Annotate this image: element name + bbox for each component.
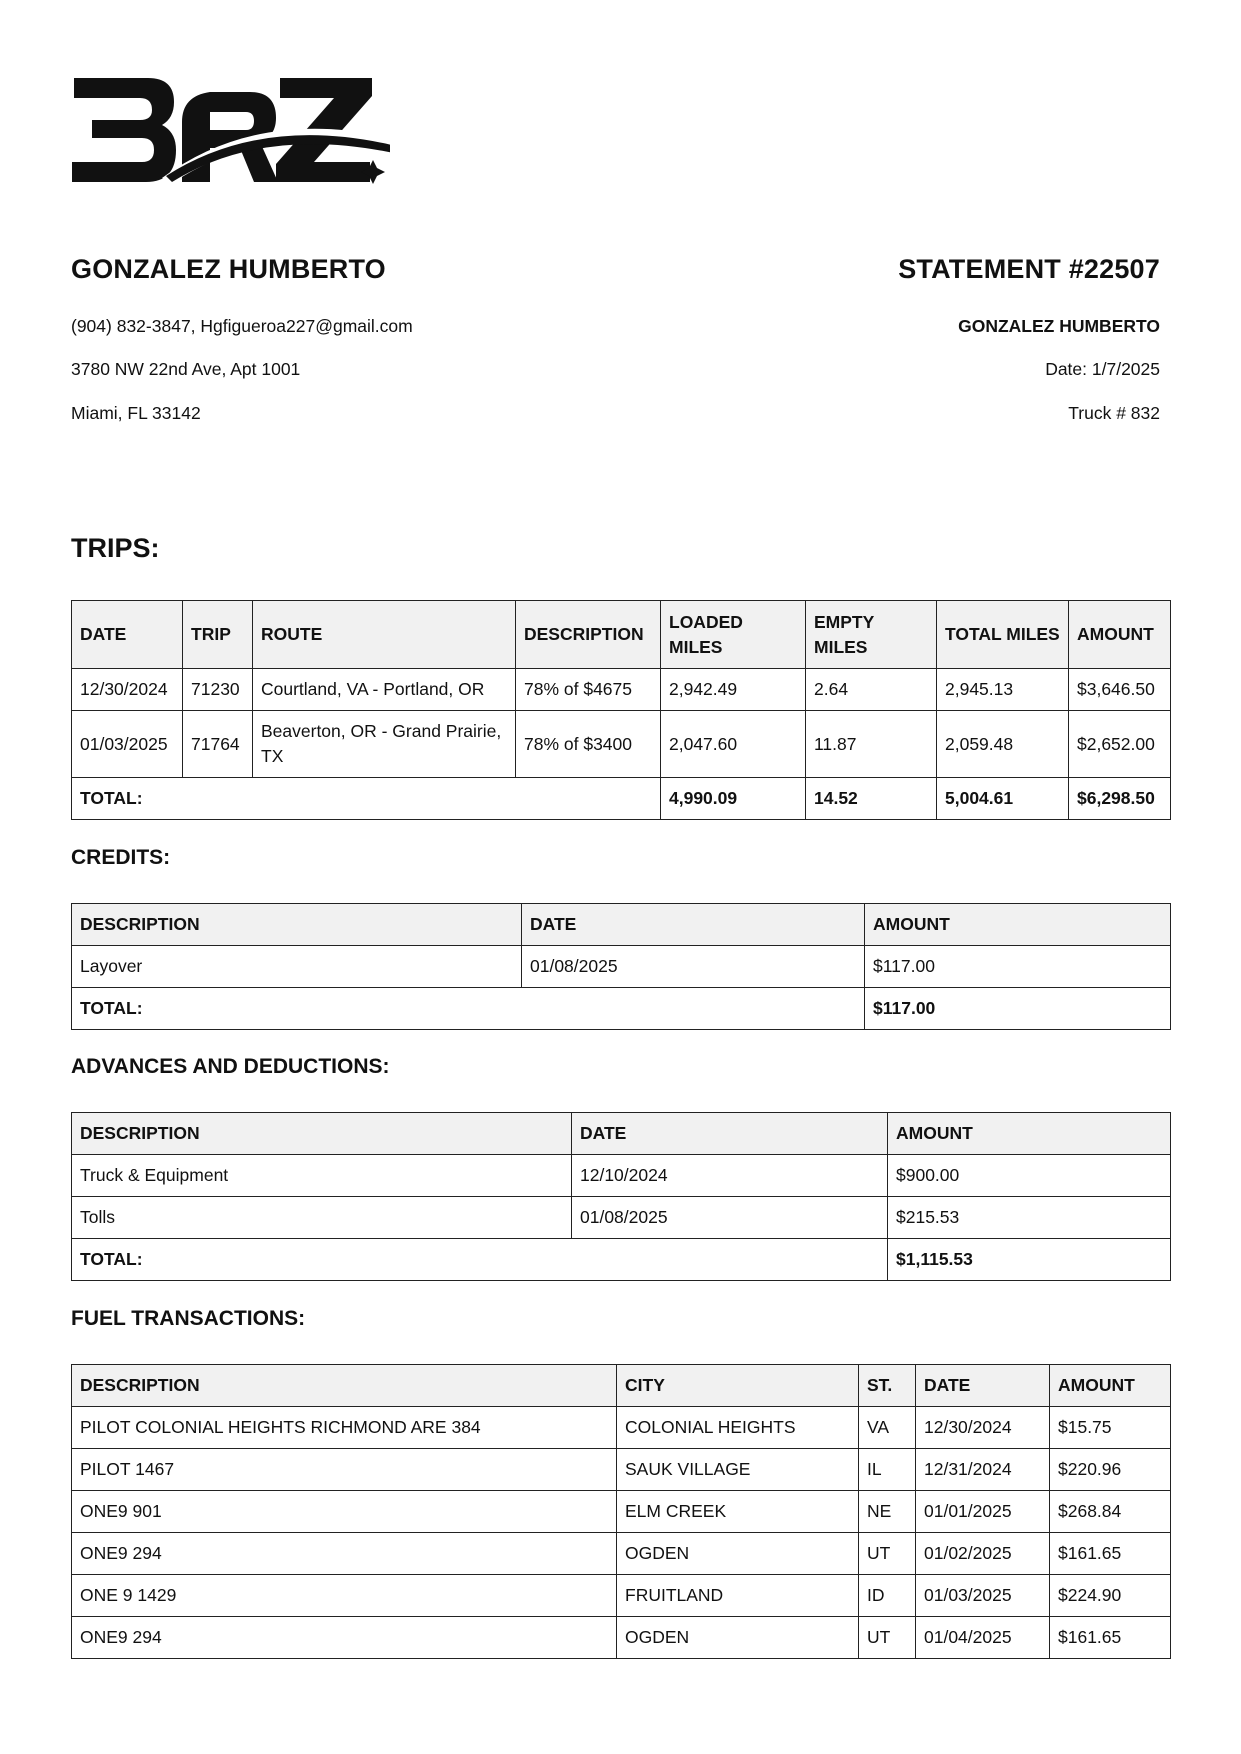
col-header: AMOUNT [1050,1365,1171,1407]
cell-description: Layover [72,946,522,988]
cell-amount: $224.90 [1050,1575,1171,1617]
col-header: DATE [72,601,183,669]
cell-description: ONE9 294 [72,1617,617,1659]
driver-address-line2: Miami, FL 33142 [71,403,201,423]
col-header: DESCRIPTION [72,904,522,946]
total-loaded-miles: 4,990.09 [661,778,806,820]
total-label: TOTAL: [72,1239,888,1281]
total-amount: $6,298.50 [1069,778,1171,820]
col-header: DATE [916,1365,1050,1407]
col-header: AMOUNT [865,904,1171,946]
cell-trip: 71764 [183,711,253,778]
cell-loaded-miles: 2,047.60 [661,711,806,778]
cell-empty-miles: 2.64 [806,669,937,711]
cell-state: ID [859,1575,916,1617]
cell-state: UT [859,1533,916,1575]
statement-date: Date: 1/7/2025 [1045,359,1160,379]
cell-amount: $161.65 [1050,1533,1171,1575]
cell-date: 12/30/2024 [72,669,183,711]
deductions-title: ADVANCES AND DEDUCTIONS: [71,1055,390,1078]
cell-empty-miles: 11.87 [806,711,937,778]
table-row [72,1155,1171,1197]
col-header: CITY [617,1365,859,1407]
cell-description: Tolls [72,1197,572,1239]
col-header: AMOUNT [888,1113,1171,1155]
cell-description: ONE9 294 [72,1533,617,1575]
driver-address-line1: 3780 NW 22nd Ave, Apt 1001 [71,359,301,379]
col-header: LOADED MILES [661,601,806,669]
table-row [72,1407,1171,1449]
table-row [72,1197,1171,1239]
table-row [72,1449,1171,1491]
deductions-table [71,1112,1171,1281]
table-header-row [72,1113,1171,1155]
table-row [72,711,1171,778]
cell-total-miles: 2,945.13 [937,669,1069,711]
statement-info [600,252,1160,423]
table-row [72,1491,1171,1533]
total-amount: $1,115.53 [888,1239,1171,1281]
cell-date: 01/08/2025 [522,946,865,988]
cell-total-miles: 2,059.48 [937,711,1069,778]
col-header: DATE [522,904,865,946]
col-header: DESCRIPTION [516,601,661,669]
fuel-title: FUEL TRANSACTIONS: [71,1307,306,1330]
company-logo [70,78,390,196]
cell-state: VA [859,1407,916,1449]
total-empty-miles: 14.52 [806,778,937,820]
cell-amount: $15.75 [1050,1407,1171,1449]
col-header: DESCRIPTION [72,1113,572,1155]
table-row [72,669,1171,711]
table-row [72,1533,1171,1575]
cell-city: SAUK VILLAGE [617,1449,859,1491]
total-label: TOTAL: [72,778,661,820]
total-label: TOTAL: [72,988,865,1030]
col-header: EMPTY MILES [806,601,937,669]
cell-description: ONE9 901 [72,1491,617,1533]
col-header: ROUTE [253,601,516,669]
table-header-row [72,904,1171,946]
cell-amount: $117.00 [865,946,1171,988]
fuel-table [71,1364,1171,1659]
cell-date: 01/03/2025 [72,711,183,778]
cell-route: Courtland, VA - Portland, OR [253,669,516,711]
cell-date: 01/03/2025 [916,1575,1050,1617]
cell-description: 78% of $4675 [516,669,661,711]
table-total-row [72,1239,1171,1281]
table-row [72,946,1171,988]
table-row [72,1575,1171,1617]
cell-description: ONE 9 1429 [72,1575,617,1617]
cell-city: FRUITLAND [617,1575,859,1617]
cell-date: 01/02/2025 [916,1533,1050,1575]
credits-title: CREDITS: [71,846,171,869]
statement-truck: Truck # 832 [1068,403,1160,423]
col-header: DATE [572,1113,888,1155]
total-total-miles: 5,004.61 [937,778,1069,820]
cell-route: Beaverton, OR - Grand Prairie, TX [253,711,516,778]
cell-description: PILOT COLONIAL HEIGHTS RICHMOND ARE 384 [72,1407,617,1449]
driver-contact: (904) 832-3847, Hgfigueroa227@gmail.com [71,316,413,336]
cell-amount: $3,646.50 [1069,669,1171,711]
table-total-row [72,778,1171,820]
cell-description: 78% of $3400 [516,711,661,778]
cell-loaded-miles: 2,942.49 [661,669,806,711]
col-header: ST. [859,1365,916,1407]
credits-table [71,903,1171,1030]
statement-title: STATEMENT #22507 [898,254,1160,284]
cell-city: OGDEN [617,1617,859,1659]
cell-description: Truck & Equipment [72,1155,572,1197]
table-total-row [72,988,1171,1030]
driver-info [71,252,631,423]
cell-amount: $2,652.00 [1069,711,1171,778]
table-header-row [72,1365,1171,1407]
cell-date: 01/08/2025 [572,1197,888,1239]
cell-city: ELM CREEK [617,1491,859,1533]
col-header: TOTAL MILES [937,601,1069,669]
cell-amount: $220.96 [1050,1449,1171,1491]
cell-amount: $161.65 [1050,1617,1171,1659]
total-amount: $117.00 [865,988,1171,1030]
col-header: DESCRIPTION [72,1365,617,1407]
cell-city: COLONIAL HEIGHTS [617,1407,859,1449]
cell-state: IL [859,1449,916,1491]
cell-description: PILOT 1467 [72,1449,617,1491]
driver-name: GONZALEZ HUMBERTO [71,254,386,284]
cell-state: UT [859,1617,916,1659]
cell-amount: $900.00 [888,1155,1171,1197]
trips-title: TRIPS: [71,533,160,563]
trips-table [71,600,1171,820]
statement-name: GONZALEZ HUMBERTO [958,316,1160,336]
cell-date: 01/01/2025 [916,1491,1050,1533]
cell-date: 12/30/2024 [916,1407,1050,1449]
cell-date: 01/04/2025 [916,1617,1050,1659]
table-header-row [72,601,1171,669]
cell-date: 12/10/2024 [572,1155,888,1197]
col-header: TRIP [183,601,253,669]
cell-city: OGDEN [617,1533,859,1575]
cell-state: NE [859,1491,916,1533]
cell-trip: 71230 [183,669,253,711]
col-header: AMOUNT [1069,601,1171,669]
table-row [72,1617,1171,1659]
cell-amount: $215.53 [888,1197,1171,1239]
cell-date: 12/31/2024 [916,1449,1050,1491]
cell-amount: $268.84 [1050,1491,1171,1533]
